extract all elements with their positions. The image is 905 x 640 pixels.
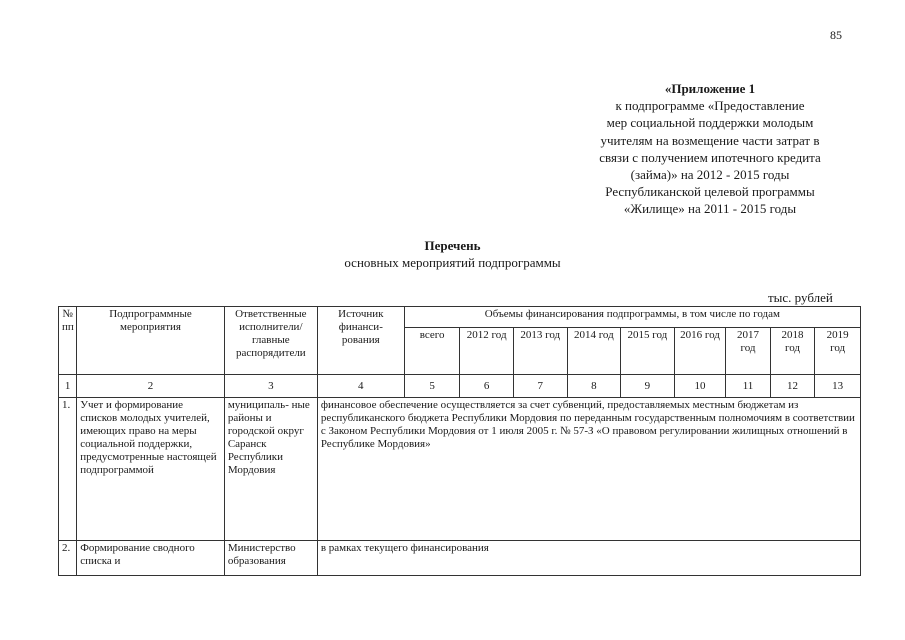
column-number: 4 xyxy=(317,375,404,398)
header-year: 2014 год xyxy=(567,328,621,375)
document-title-main: Перечень xyxy=(424,238,481,253)
appendix-line: связи с получением ипотечного кредита xyxy=(599,149,821,165)
appendix-header xyxy=(560,80,860,218)
table-row xyxy=(59,541,861,576)
appendix-line: учителям на возмещение части затрат в xyxy=(600,132,820,148)
column-number: 10 xyxy=(674,375,726,398)
row-executor: Министерство образования xyxy=(224,541,317,576)
column-number: 6 xyxy=(460,375,514,398)
column-number: 1 xyxy=(59,375,77,398)
page-number: 85 xyxy=(830,28,842,42)
header-total: всего xyxy=(404,328,460,375)
column-number: 7 xyxy=(513,375,567,398)
header-year: 2016 год xyxy=(674,328,726,375)
column-number: 2 xyxy=(77,375,225,398)
appendix-line: (займа)» на 2012 - 2015 годы xyxy=(630,167,790,183)
column-number: 12 xyxy=(770,375,814,398)
appendix-line: мер социальной поддержки молодым xyxy=(606,115,814,131)
header-num: № пп xyxy=(59,307,77,375)
row-activity: Учет и формирование списков молодых учителей, имеющих право на меры социальной поддержки, предусмотренные настоящей подпрограммой xyxy=(77,398,225,541)
appendix-line: к подпрограмме «Предоставление xyxy=(615,98,805,114)
appendix-line: «Жилище» на 2011 - 2015 годы xyxy=(623,201,797,217)
header-year: 2015 год xyxy=(621,328,675,375)
header-year: 2012 год xyxy=(460,328,514,375)
financing-table xyxy=(58,306,861,576)
row-financing: финансовое обеспечение осуществляется за счет субвенций, предоставляемых местным бюджетам из республиканского бюджета Республики Мордовия по переданным государственным полномочиям в соответствии с Законом Республики Мордовия от 1 июля 2005 г. № 57-З «О правовом регулировании жилищных отношений в Республике Мордовия» xyxy=(317,398,860,541)
header-year: 2018 год xyxy=(770,328,814,375)
header-volumes: Объемы финансирования подпрограммы, в том числе по годам xyxy=(404,307,860,328)
table-row xyxy=(59,398,861,541)
column-number: 13 xyxy=(815,375,861,398)
appendix-title: «Приложение 1 xyxy=(664,81,756,96)
header-activities: Подпрограммные мероприятия xyxy=(77,307,225,375)
column-number: 8 xyxy=(567,375,621,398)
document-title xyxy=(0,237,905,271)
row-num: 2. xyxy=(59,541,77,576)
header-source: Источник финанси- рования xyxy=(317,307,404,375)
header-executors: Ответственные исполнители/ главные распорядители xyxy=(224,307,317,375)
row-financing: в рамках текущего финансирования xyxy=(317,541,860,576)
column-number: 3 xyxy=(224,375,317,398)
header-year: 2019 год xyxy=(815,328,861,375)
column-number: 11 xyxy=(726,375,770,398)
column-number: 5 xyxy=(404,375,460,398)
row-activity: Формирование сводного списка и xyxy=(77,541,225,576)
appendix-line: Республиканской целевой программы xyxy=(605,184,815,200)
column-number: 9 xyxy=(621,375,675,398)
row-executor: муниципаль- ные районы и городской округ Саранск Республики Мордовия xyxy=(224,398,317,541)
document-title-sub: основных мероприятий подпрограммы xyxy=(344,255,561,270)
row-num: 1. xyxy=(59,398,77,541)
header-year: 2017 год xyxy=(726,328,770,375)
units-label: тыс. рублей xyxy=(760,290,858,307)
header-year: 2013 год xyxy=(513,328,567,375)
